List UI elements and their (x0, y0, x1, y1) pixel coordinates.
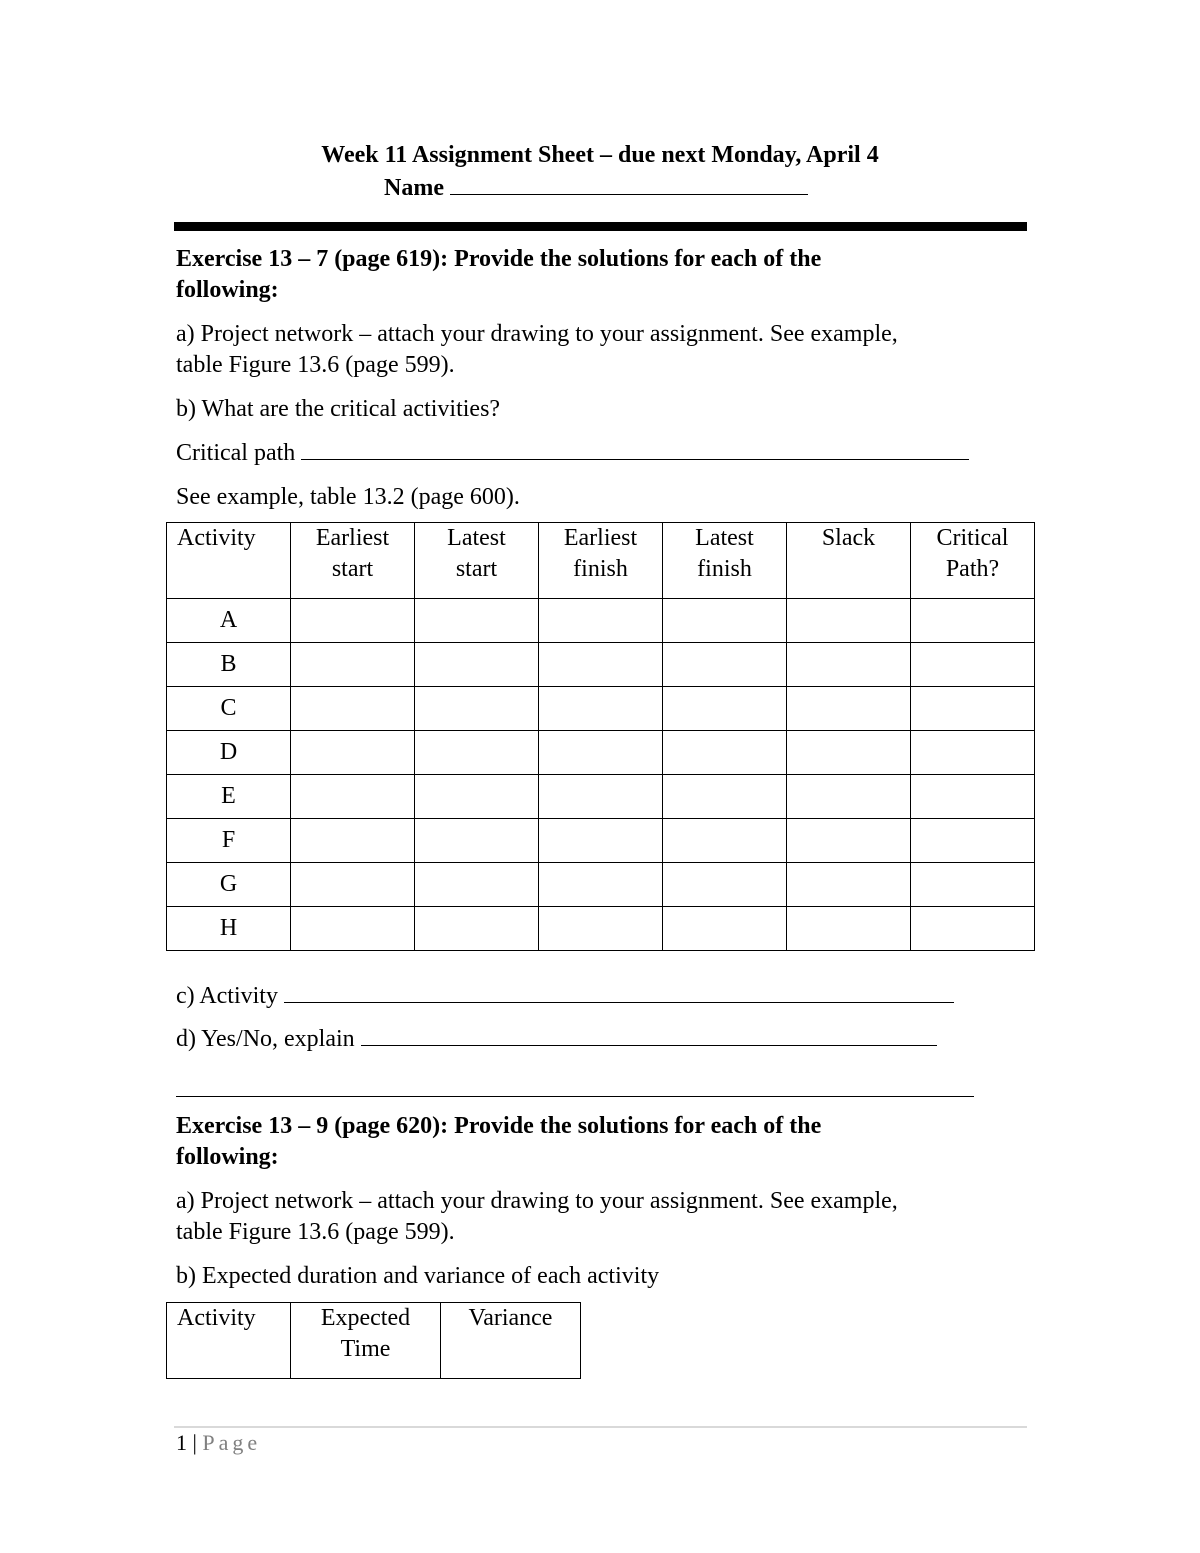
earliest-start-cell[interactable] (291, 819, 415, 863)
earliest-finish-cell[interactable] (539, 643, 663, 687)
slack-cell[interactable] (787, 775, 911, 819)
see-example-text: See example, table 13.2 (page 600). (176, 484, 520, 510)
explain-answer-label: d) Yes/No, explain (176, 1026, 355, 1052)
latest-start-cell[interactable] (415, 907, 539, 951)
earliest-start-cell[interactable] (291, 775, 415, 819)
activity-answer-field (176, 981, 954, 1012)
earliest-finish-cell[interactable] (539, 863, 663, 907)
slack-cell[interactable] (787, 863, 911, 907)
latest-finish-cell[interactable] (663, 907, 787, 951)
critical-path-cell[interactable] (911, 863, 1035, 907)
header-activity: Activity (167, 1303, 291, 1379)
header-slack: Slack (787, 523, 911, 599)
critical-path-cell[interactable] (911, 643, 1035, 687)
header-critical-path: Critical Path? (911, 523, 1035, 599)
header-expected-time: Expected Time (291, 1303, 441, 1379)
critical-path-cell[interactable] (911, 907, 1035, 951)
exercise2-heading-line2: following: (176, 1144, 279, 1170)
header-latest-start: Latest start (415, 523, 539, 599)
latest-start-cell[interactable] (415, 687, 539, 731)
exercise2-a-line1: a) Project network – attach your drawing to your assignment. See example, (176, 1188, 898, 1214)
table-row (167, 775, 1035, 819)
page-word: Page (202, 1430, 262, 1455)
earliest-start-cell[interactable] (291, 863, 415, 907)
critical-path-cell[interactable] (911, 599, 1035, 643)
earliest-finish-cell[interactable] (539, 599, 663, 643)
table-row (167, 599, 1035, 643)
slack-cell[interactable] (787, 643, 911, 687)
activity-cell: A (167, 599, 291, 643)
critical-path-label: Critical path (176, 440, 296, 466)
activity-answer-label: c) Activity (176, 983, 278, 1009)
earliest-start-cell[interactable] (291, 599, 415, 643)
header-activity: Activity (167, 523, 291, 599)
table-row (167, 863, 1035, 907)
latest-finish-cell[interactable] (663, 863, 787, 907)
exercise1-heading-line1: Exercise 13 – 7 (page 619): Provide the solutions for each of the (176, 246, 822, 272)
earliest-start-cell[interactable] (291, 687, 415, 731)
slack-cell[interactable] (787, 819, 911, 863)
header-latest-finish: Latest finish (663, 523, 787, 599)
latest-start-cell[interactable] (415, 819, 539, 863)
critical-path-field (176, 438, 969, 469)
duration-variance-table (166, 1302, 581, 1379)
exercise1-a-line2: table Figure 13.6 (page 599). (176, 352, 455, 378)
page-title: Week 11 Assignment Sheet – due next Monday, April 4 (321, 142, 879, 168)
page-footer (176, 1430, 261, 1456)
activity-schedule-table (166, 522, 1035, 951)
exercise2-a-line2: table Figure 13.6 (page 599). (176, 1219, 455, 1245)
critical-path-cell[interactable] (911, 687, 1035, 731)
page-number: 1 (176, 1430, 187, 1455)
latest-finish-cell[interactable] (663, 731, 787, 775)
explain-answer-blank[interactable] (361, 1025, 937, 1046)
earliest-finish-cell[interactable] (539, 775, 663, 819)
header-variance: Variance (441, 1303, 581, 1379)
table-row (167, 819, 1035, 863)
footer-separator: | (192, 1430, 197, 1455)
exercise2-b: b) Expected duration and variance of each activity (176, 1263, 660, 1289)
activity-cell: D (167, 731, 291, 775)
activity-cell: F (167, 819, 291, 863)
table-row (167, 643, 1035, 687)
activity-answer-blank[interactable] (284, 982, 954, 1003)
table-row (167, 907, 1035, 951)
name-field (384, 174, 808, 202)
activity-cell: C (167, 687, 291, 731)
latest-finish-cell[interactable] (663, 819, 787, 863)
earliest-finish-cell[interactable] (539, 687, 663, 731)
earliest-start-cell[interactable] (291, 643, 415, 687)
activity-cell: H (167, 907, 291, 951)
latest-finish-cell[interactable] (663, 643, 787, 687)
earliest-start-cell[interactable] (291, 731, 415, 775)
footer-divider (174, 1426, 1027, 1428)
activity-cell: E (167, 775, 291, 819)
explain-answer-blank-line2[interactable] (176, 1096, 974, 1097)
header-earliest-finish: Earliest finish (539, 523, 663, 599)
earliest-finish-cell[interactable] (539, 731, 663, 775)
activity-cell: B (167, 643, 291, 687)
critical-path-cell[interactable] (911, 731, 1035, 775)
earliest-finish-cell[interactable] (539, 819, 663, 863)
exercise1-heading-line2: following: (176, 277, 279, 303)
earliest-start-cell[interactable] (291, 907, 415, 951)
header-earliest-start: Earliest start (291, 523, 415, 599)
slack-cell[interactable] (787, 907, 911, 951)
latest-finish-cell[interactable] (663, 775, 787, 819)
slack-cell[interactable] (787, 599, 911, 643)
exercise2-heading-line1: Exercise 13 – 9 (page 620): Provide the solutions for each of the (176, 1113, 822, 1139)
exercise1-a-line1: a) Project network – attach your drawing to your assignment. See example, (176, 321, 898, 347)
critical-path-cell[interactable] (911, 819, 1035, 863)
explain-answer-field (176, 1024, 937, 1055)
latest-start-cell[interactable] (415, 863, 539, 907)
name-blank[interactable] (450, 174, 808, 195)
critical-path-blank[interactable] (301, 439, 969, 460)
latest-start-cell[interactable] (415, 643, 539, 687)
table-header-row (167, 523, 1035, 599)
exercise1-b: b) What are the critical activities? (176, 396, 501, 422)
latest-finish-cell[interactable] (663, 687, 787, 731)
table-header-row (167, 1303, 581, 1379)
activity-cell: G (167, 863, 291, 907)
header-divider (174, 222, 1027, 231)
latest-finish-cell[interactable] (663, 599, 787, 643)
critical-path-cell[interactable] (911, 775, 1035, 819)
latest-start-cell[interactable] (415, 599, 539, 643)
slack-cell[interactable] (787, 731, 911, 775)
table-row (167, 687, 1035, 731)
table-row (167, 731, 1035, 775)
latest-start-cell[interactable] (415, 775, 539, 819)
earliest-finish-cell[interactable] (539, 907, 663, 951)
name-label: Name (384, 175, 444, 201)
latest-start-cell[interactable] (415, 731, 539, 775)
slack-cell[interactable] (787, 687, 911, 731)
